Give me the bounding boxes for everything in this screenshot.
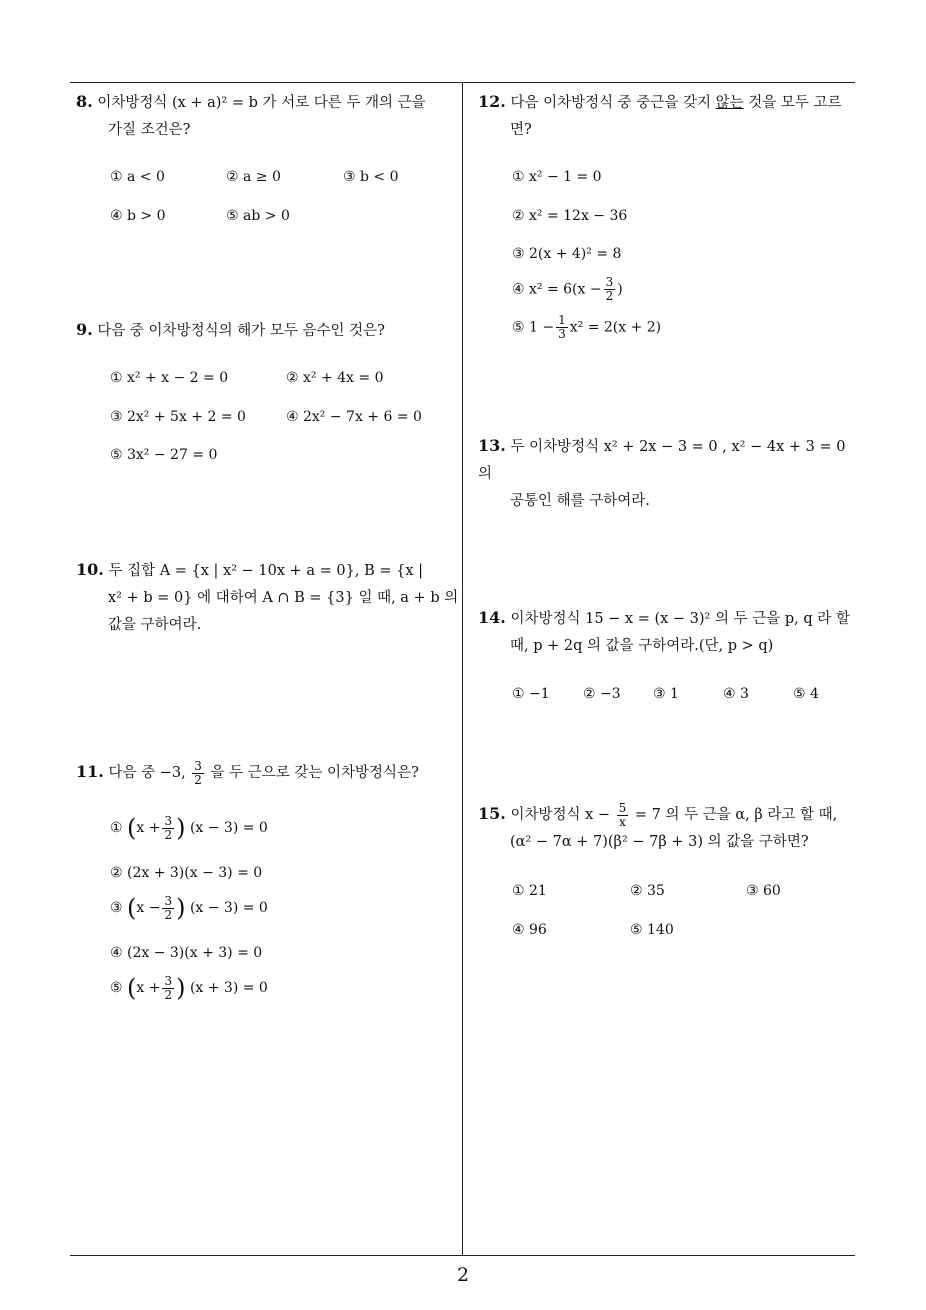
q15-option-2[interactable]: ② 35 xyxy=(630,883,665,899)
q15-option-1[interactable]: ① 21 xyxy=(512,883,547,899)
q8-option-4[interactable]: ④ b > 0 xyxy=(110,208,166,224)
question-number: 10. xyxy=(76,560,104,579)
q14-option-4[interactable]: ④ 3 xyxy=(723,686,749,702)
q9-option-2[interactable]: ② x² + 4x = 0 xyxy=(286,370,384,386)
page-number: 2 xyxy=(456,1264,470,1286)
question-text-cont: 면? xyxy=(510,122,532,138)
q11-option-5[interactable]: ⑤ (x + $\frac{3}{2}$ ) (x + 3) = 0 xyxy=(110,973,268,1002)
q9-option-3[interactable]: ③ 2x² + 5x + 2 = 0 xyxy=(110,409,246,425)
question-text-cont: x² + b = 0} 에 대하여 A ∩ B = {3} 일 때, a + b 의 xyxy=(108,590,459,606)
question-10 xyxy=(76,556,460,639)
question-9 xyxy=(76,316,460,345)
q8-option-2[interactable]: ② a ≥ 0 xyxy=(226,169,281,185)
question-11 xyxy=(76,758,460,787)
question-number: 11. xyxy=(76,762,104,781)
q12-option-5[interactable]: ⑤ 1 − $\frac{1}{3}$ x² = 2(x + 2) xyxy=(512,313,662,341)
question-number: 12. xyxy=(478,92,506,111)
question-12 xyxy=(478,88,858,144)
q11-option-1[interactable]: ① (x + $\frac{3}{2}$ ) (x − 3) = 0 xyxy=(110,813,268,842)
question-8 xyxy=(76,88,460,144)
q8-option-3[interactable]: ③ b < 0 xyxy=(343,169,399,185)
q12-option-4[interactable]: ④ x² = 6(x − $\frac{3}{2}$ ) xyxy=(512,275,623,303)
q8-option-1[interactable]: ① a < 0 xyxy=(110,169,165,185)
question-text: 것을 모두 고르 xyxy=(748,95,842,111)
fraction: $\frac{3}{2}$ xyxy=(194,758,202,787)
question-number: 8. xyxy=(76,92,93,111)
q14-option-3[interactable]: ③ 1 xyxy=(653,686,679,702)
q12-option-1[interactable]: ① x² − 1 = 0 xyxy=(512,169,602,185)
question-text: 이차방정식 (x + a)² = b 가 서로 다른 두 개의 근을 xyxy=(97,95,426,111)
q11-option-3[interactable]: ③ (x − $\frac{3}{2}$ ) (x − 3) = 0 xyxy=(110,893,268,922)
question-text-cont: 가질 조건은? xyxy=(108,122,191,138)
q9-option-4[interactable]: ④ 2x² − 7x + 6 = 0 xyxy=(286,409,422,425)
q11-option-4[interactable]: ④ (2x − 3)(x + 3) = 0 xyxy=(110,945,263,961)
question-number: 14. xyxy=(478,608,506,627)
underlined-word: 않는 xyxy=(715,95,744,111)
q9-option-5[interactable]: ⑤ 3x² − 27 = 0 xyxy=(110,447,218,463)
question-number: 13. xyxy=(478,436,506,455)
question-text: = 7 의 두 근을 α, β 라고 할 때, xyxy=(634,807,838,823)
q9-option-1[interactable]: ① x² + x − 2 = 0 xyxy=(110,370,229,386)
q15-option-4[interactable]: ④ 96 xyxy=(512,922,547,938)
question-text: 두 집합 A = {x | x² − 10x + a = 0}, B = {x | xyxy=(108,563,423,579)
question-14 xyxy=(478,604,858,660)
question-text: 을 두 근으로 갖는 이차방정식은? xyxy=(210,765,419,781)
q8-option-5[interactable]: ⑤ ab > 0 xyxy=(226,208,290,224)
question-text-cont: 값을 구하여라. xyxy=(108,617,202,633)
question-text: 다음 중 이차방정식의 해가 모두 음수인 것은? xyxy=(97,323,385,339)
q12-option-2[interactable]: ② x² = 12x − 36 xyxy=(512,208,628,224)
column-divider xyxy=(462,83,463,1256)
question-text: 두 이차방정식 x² + 2x − 3 = 0 , x² − 4x + 3 = 0 의 xyxy=(478,439,846,482)
bottom-rule xyxy=(70,1255,855,1256)
q15-option-3[interactable]: ③ 60 xyxy=(746,883,781,899)
question-number: 9. xyxy=(76,320,93,339)
q14-option-2[interactable]: ② −3 xyxy=(583,686,621,702)
question-number: 15. xyxy=(478,804,506,823)
question-15 xyxy=(478,800,862,856)
question-13 xyxy=(478,432,858,515)
question-text-cont: 때, p + 2q 의 값을 구하여라.(단, p > q) xyxy=(510,638,774,654)
question-text: 다음 이차방정식 중 중근을 갖지 xyxy=(510,95,711,111)
question-text: 이차방정식 15 − x = (x − 3)² 의 두 근을 p, q 라 할 xyxy=(510,611,850,627)
q14-option-1[interactable]: ① −1 xyxy=(512,686,550,702)
question-text-cont: 공통인 해를 구하여라. xyxy=(510,493,650,509)
question-text: 이차방정식 x − xyxy=(510,807,611,823)
question-text-cont: (α² − 7α + 7)(β² − 7β + 3) 의 값을 구하면? xyxy=(510,834,809,850)
fraction: $\frac{5}{x}$ xyxy=(618,800,627,829)
q14-option-5[interactable]: ⑤ 4 xyxy=(793,686,819,702)
question-text: 다음 중 −3, xyxy=(108,765,186,781)
q12-option-3[interactable]: ③ 2(x + 4)² = 8 xyxy=(512,246,622,262)
q11-option-2[interactable]: ② (2x + 3)(x − 3) = 0 xyxy=(110,865,263,881)
q15-option-5[interactable]: ⑤ 140 xyxy=(630,922,674,938)
